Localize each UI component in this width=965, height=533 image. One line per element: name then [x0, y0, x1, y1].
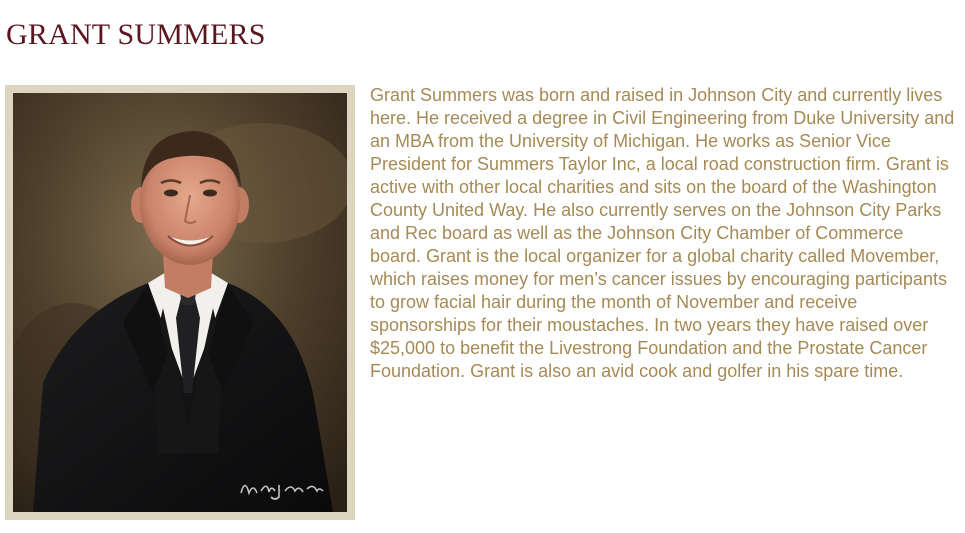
portrait-frame [5, 85, 355, 520]
portrait-photo [13, 93, 347, 512]
page-title: GRANT SUMMERS [6, 18, 266, 51]
bio-paragraph: Grant Summers was born and raised in Johnson City and currently lives here. He received a degree in Civil Engineering from Duke University and an MBA from the University of Michigan. He works as Senior Vice President for Summers Taylor Inc, a local road construction firm. Grant is active with other local charities and sits on the board of the Washington County United Way. He also currently serves on the Johnson City Parks and Rec board as well as the Johnson City Chamber of Commerce board. Grant is the local organizer for a global charity called Movember, which raises money for men’s cancer issues by encouraging participants to grow facial hair during the month of November and receive sponsorships for their moustaches. In two years they have raised over $25,000 to benefit the Livestrong Foundation and the Prostate Cancer Foundation. Grant is also an avid cook and golfer in his spare time. [370, 85, 955, 381]
portrait-image [13, 93, 347, 512]
